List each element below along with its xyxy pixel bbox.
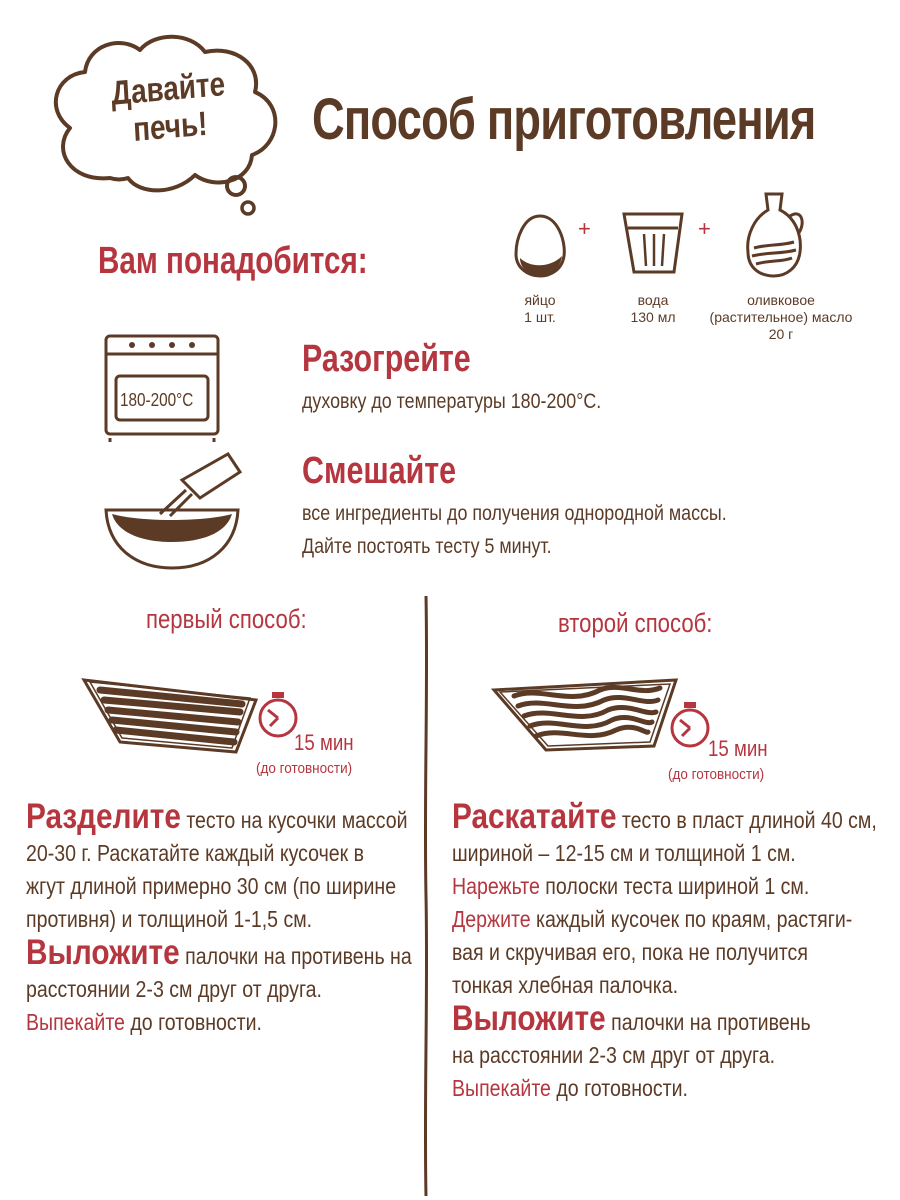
plus-sign: + <box>578 216 591 241</box>
method-1-label: первый способ: <box>146 604 307 634</box>
cloud-text: Давайте печь! <box>110 65 227 149</box>
page-title: Способ приготовления <box>312 87 816 152</box>
text-line: до готовности. <box>550 1075 688 1101</box>
oven-icon <box>102 332 222 442</box>
step-mix-title: Смешайте <box>302 450 457 492</box>
text-line: полоски теста шириной 1 см. <box>539 873 810 899</box>
oven-temperature-label: 180-200°C <box>120 390 194 410</box>
method-2-label: второй способ: <box>558 608 713 638</box>
text-line: тесто в пласт длиной 40 см, <box>616 807 877 833</box>
method-1-text <box>26 797 412 1039</box>
ingredients-heading: Вам понадобится: <box>98 240 368 282</box>
action-bake: Выпекайте <box>452 1075 551 1101</box>
text-line: каждый кусочек по краям, растяги- <box>530 906 853 932</box>
baking-tray-sticks-icon <box>80 660 280 760</box>
text-line: расстоянии 2-3 см друг от друга. <box>26 976 322 1002</box>
step-mix-text-2: Дайте постоять тесту 5 минут. <box>302 535 552 558</box>
method-1-timer-note: (до готовности) <box>256 760 353 777</box>
text-line: шириной – 12-15 см и толщиной 1 см. <box>452 840 796 866</box>
ingredient-name: оливковое (растительное) масло <box>709 292 853 325</box>
method-1-timer: 15 мин <box>294 730 354 755</box>
baking-tray-twisted-icon <box>490 660 690 760</box>
text-line: противня) и толщиной 1-1,5 см. <box>26 906 313 932</box>
egg-icon <box>510 210 570 280</box>
text-line: до готовности. <box>124 1009 262 1035</box>
action-place: Выложите <box>452 999 606 1038</box>
text-line: тонкая хлебная палочка. <box>452 972 679 998</box>
action-bake: Выпекайте <box>26 1009 125 1035</box>
ingredient-amount: 20 г <box>768 326 794 342</box>
ingredient-amount: 1 шт. <box>524 309 556 325</box>
method-2-timer-note: (до готовности) <box>668 766 765 783</box>
action-divide: Разделите <box>26 797 181 836</box>
text-line: жгут длиной примерно 30 см (по ширине <box>26 873 397 899</box>
action-cut: Нарежьте <box>452 873 540 899</box>
text-line: палочки на противень на <box>179 943 412 969</box>
ingredient-amount: 130 мл <box>630 309 676 325</box>
text-line: на расстоянии 2-3 см друг от друга. <box>452 1042 776 1068</box>
ingredient-oil-label <box>706 292 856 343</box>
oil-bottle-icon <box>740 190 810 280</box>
step-preheat-title: Разогрейте <box>302 338 471 380</box>
glass-icon <box>620 206 690 276</box>
ingredient-egg-label <box>475 292 605 326</box>
plus-sign: + <box>698 216 711 241</box>
ingredient-name: вода <box>637 292 669 308</box>
ingredient-water-label <box>588 292 718 326</box>
step-mix-text-1: все ингредиенты до получения однородной массы. <box>302 502 727 525</box>
column-divider <box>420 596 432 1196</box>
text-line: 20-30 г. Раскатайте каждый кусочек в <box>26 840 365 866</box>
ingredient-name: яйцо <box>524 292 556 308</box>
text-line: тесто на кусочки массой <box>180 807 408 833</box>
step-preheat-text: духовку до температуры 180-200°С. <box>302 390 602 413</box>
method-2-text <box>452 797 877 1105</box>
action-hold: Держите <box>452 906 531 932</box>
stopwatch-icon <box>668 700 712 750</box>
text-line: палочки на противень <box>605 1009 811 1035</box>
text-line: вая и скручивая его, пока не получится <box>452 939 808 965</box>
action-roll: Раскатайте <box>452 797 617 836</box>
mixer-icon <box>100 450 250 580</box>
action-place: Выложите <box>26 933 180 972</box>
method-2-timer: 15 мин <box>708 736 768 761</box>
